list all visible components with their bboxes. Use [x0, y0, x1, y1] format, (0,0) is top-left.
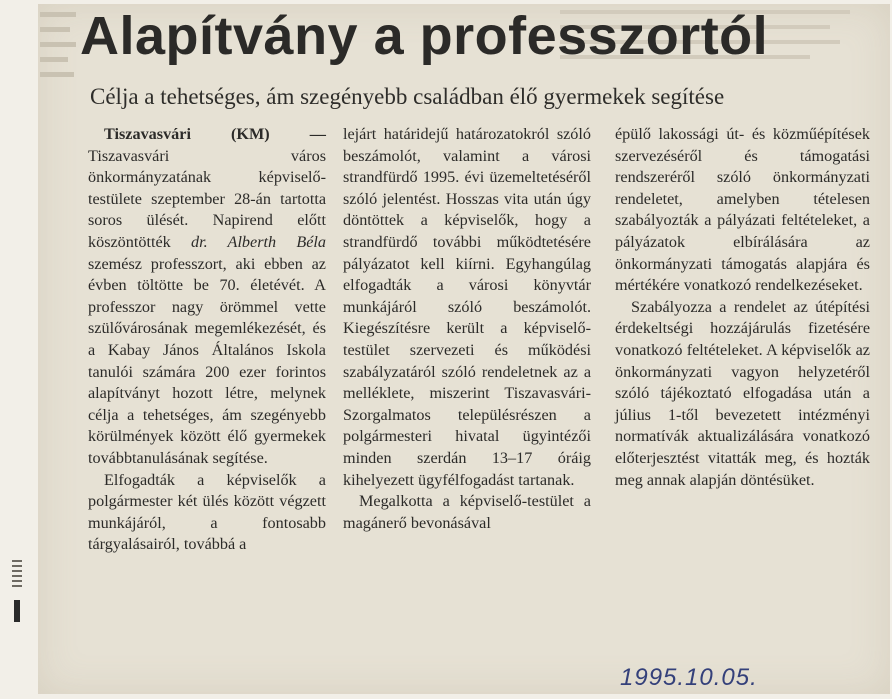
dateline: Tiszavasvári (KM) — — [104, 125, 326, 143]
column-2-paragraph-2: Megalkotta a képviselő-testület a magánerő bevonásával — [343, 492, 591, 532]
column-1-text-b: szemész professzort, aki ebben az évben töltötte be 70. életévét. A professzor nagy örömmel vette szülővárosának megemlékezését, és a Kabay János Általános Iskola tanulói számára 200 ezer forintos alapítványt hozott létre, melynek célja a tehetséges, ám szegényebb körülmények között élő gyermekek továbbtanulásának segítése. — [88, 254, 326, 467]
person-name: dr. Alberth Béla — [190, 232, 326, 251]
column-1-paragraph-2: Elfogadták a képviselők a polgármester két ülés között végzett munkájáról, a fontosabb tárgyalásairól, továbbá a — [88, 470, 326, 554]
article-column-1 — [88, 124, 326, 556]
column-3-paragraph-1: épülő lakossági út- és közműépítések szervezéséről és támogatási rendszeréről szóló önkormányzati rendeletet, amelyben tételesen szabályozták a pályázati feltételeket, a pályázatok elbírálására az önkormányzati támogatás alapjára és mértékére vonatkozó rendelkezéseket. — [615, 125, 870, 295]
column-2-paragraph-1: lejárt határidejű határozatokról szóló beszámolót, valamint a városi strandfürdő 1995. évi üzemeltetéséről szóló jelentést. Hosszas vita után úgy döntöttek a képviselők, hogy a strandfürdő további működtetésére pályázatot kell kiírni. Egyhangúlag elfogadták a városi könyvtár munkájáról szóló beszámolót. Kiegészítésre került a képviselő-testület szervezeti és működési szabályzatáról szóló rendeletnek az a melléklete, miszerint Tiszavasvári-Szorgalmatos településrészen a polgármesteri hivatal ügyintézői minden szerdán 13–17 óráig kihelyezett ügyfélfogadást tartanak. — [343, 125, 591, 489]
bleed-through-left — [40, 6, 80, 136]
article-headline: Alapítvány a professzortól — [80, 6, 769, 66]
article-subtitle: Célja a tehetséges, ám szegényebb családban élő gyermekek segítése — [90, 84, 725, 109]
column-1-text-a: Tiszavasvári város önkormányzatának képviselő-testülete szeptember 28-án tartotta soros ülését. Napirend előtt köszöntötték — [88, 146, 326, 251]
article-column-3 — [615, 124, 870, 491]
scan-edge-bar — [14, 600, 20, 622]
handwritten-date: 1995.10.05. — [620, 664, 758, 691]
scan-edge-marks — [12, 560, 22, 594]
article-column-2 — [343, 124, 591, 534]
column-3-paragraph-2: Szabályozza a rendelet az útépítési érdekeltségi hozzájárulás fizetésére vonatkozó feltételeket. A képviselők az önkormányzati vagyon helyzetéről szóló tájékoztató elfogadása után a július 1-től bevezetett intézményi normatívák aktualizálására vonatkozó előterjesztést vitatták meg, és hozták meg annak alapján döntésüket. — [615, 297, 870, 489]
